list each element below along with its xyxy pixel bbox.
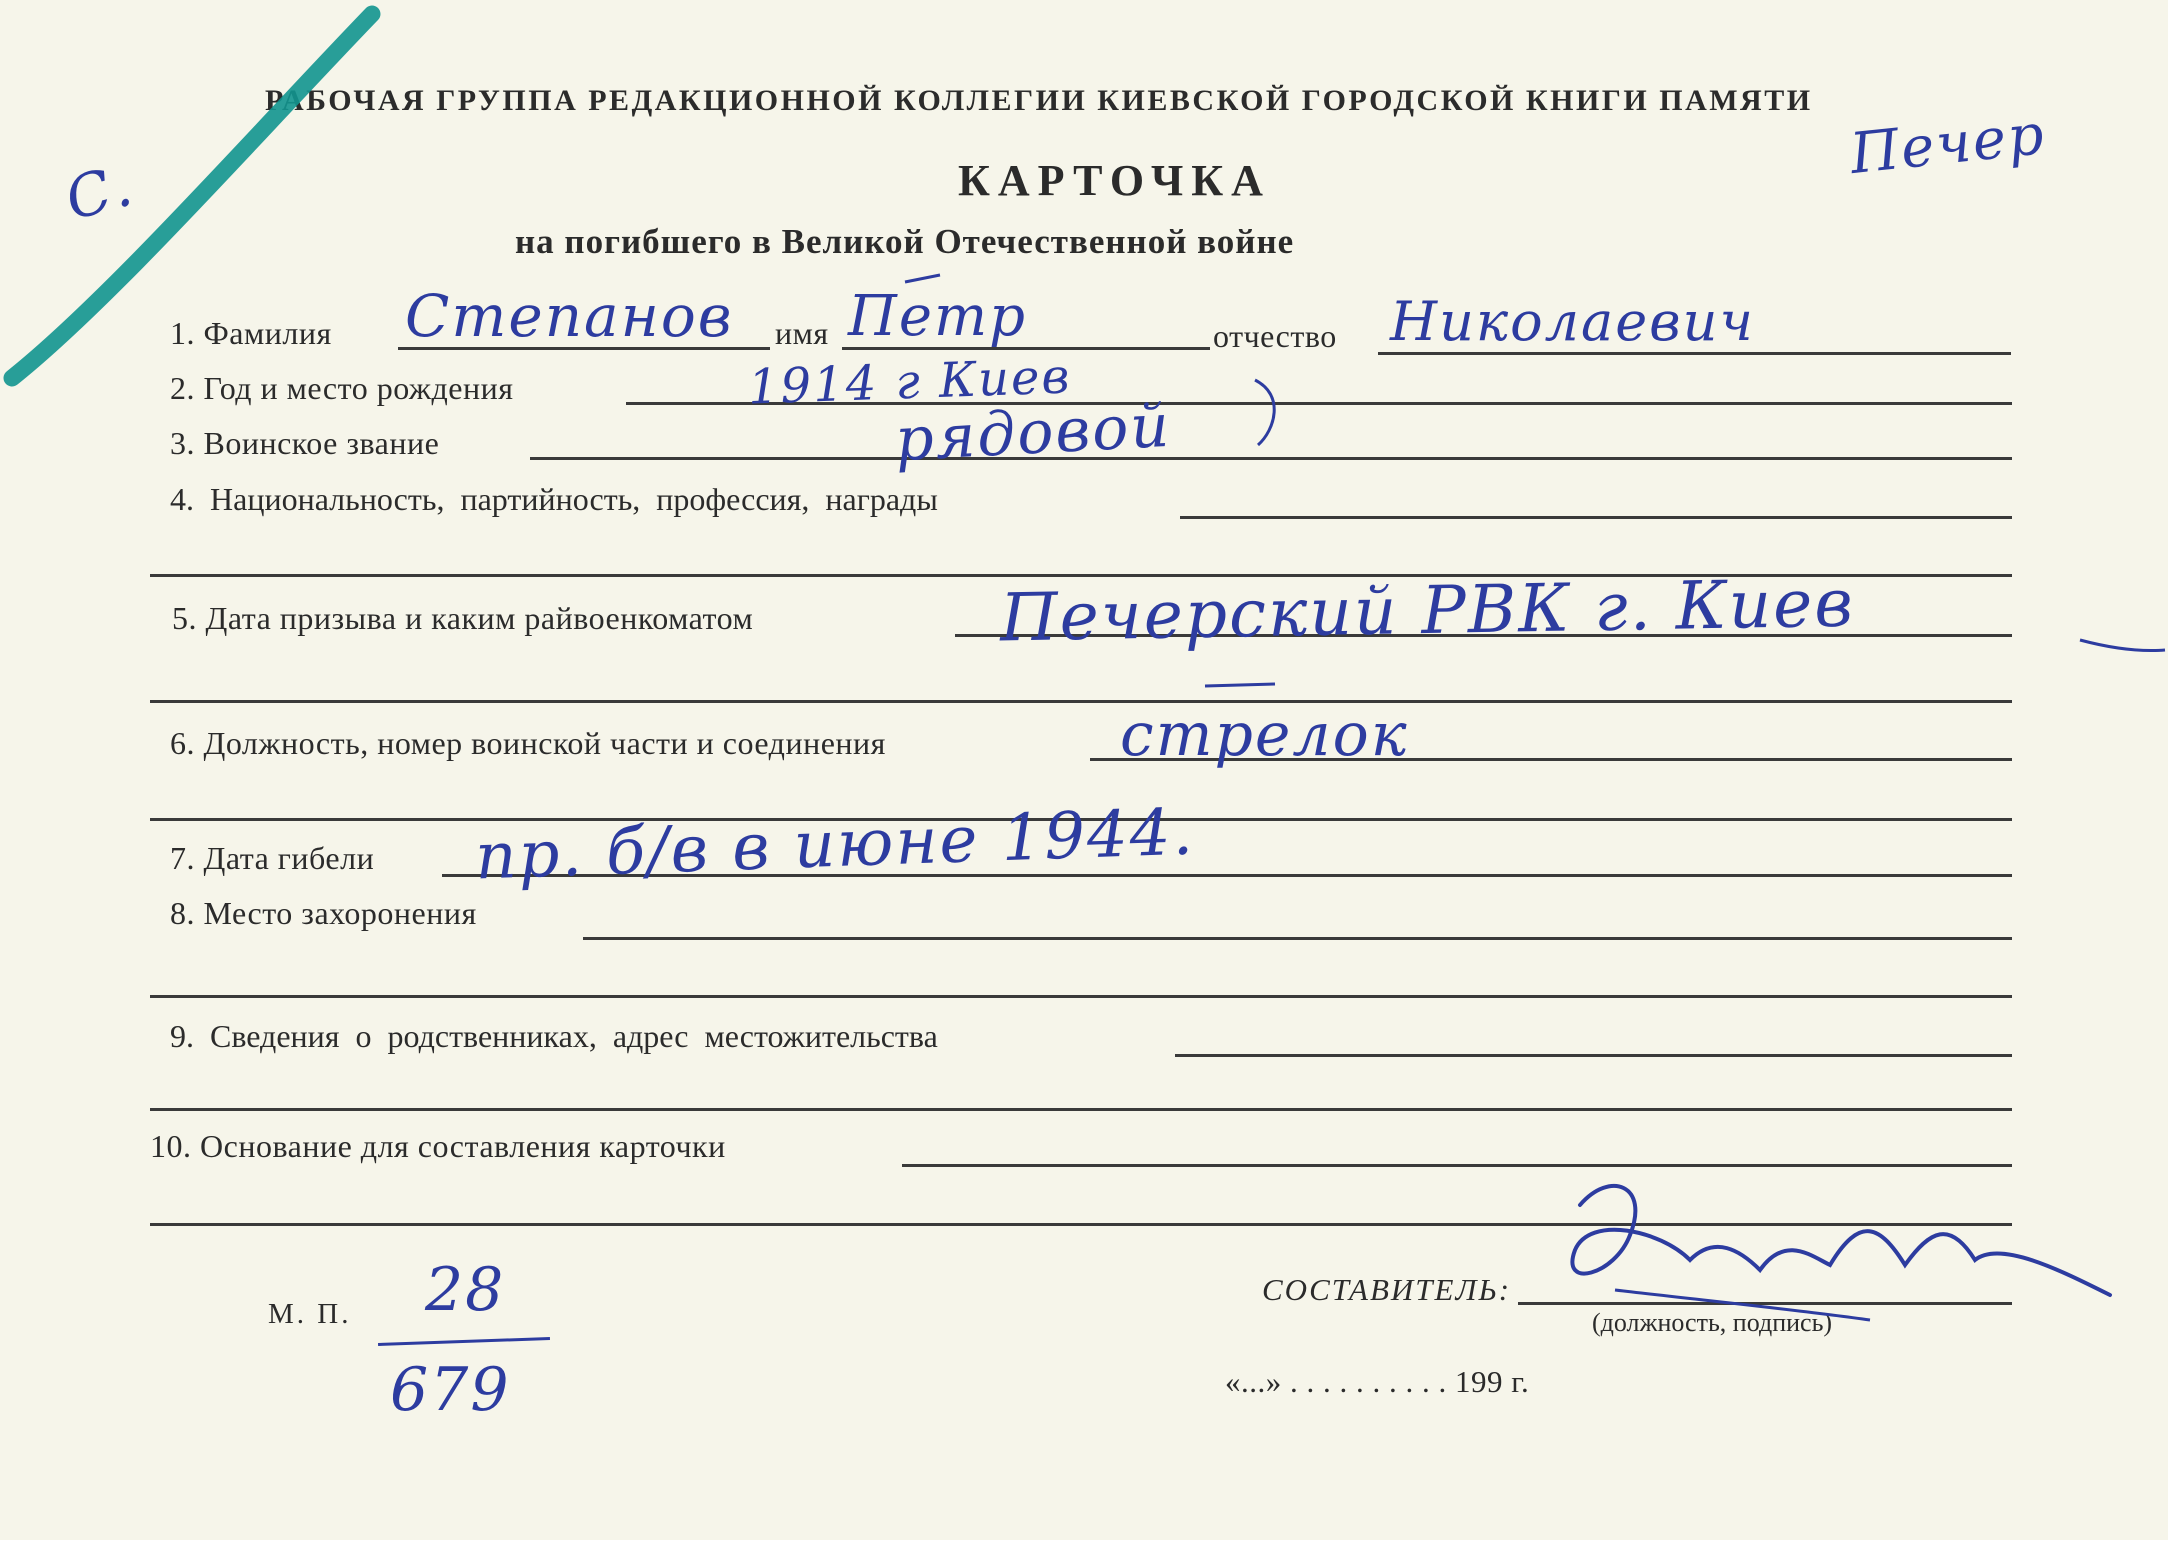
- draft-label: 5. Дата призыва и каким райвоенкоматом: [172, 600, 754, 636]
- draft-tail-mark: [2080, 640, 2165, 651]
- date-line: «...» . . . . . . . . . . 199 г.: [1225, 1364, 1530, 1399]
- stamp-place-label: М. П.: [268, 1298, 352, 1330]
- death-label: 7. Дата гибели: [170, 840, 375, 876]
- draft-overline-mark: [1205, 684, 1275, 686]
- relatives-label: 9. Сведения о родственниках, адрес местожительства: [170, 1018, 938, 1054]
- signature-underline: [1615, 1290, 1870, 1320]
- position-label: 6. Должность, номер воинской части и соединения: [170, 725, 886, 761]
- green-marker-slash: [12, 14, 372, 378]
- name-accent-mark: [905, 275, 940, 282]
- corner-mark-left: С.: [58, 150, 141, 234]
- surname-value: Степанов: [405, 282, 734, 350]
- nationality-label: 4. Национальность, партийность, профессия, награды: [170, 481, 938, 517]
- record-number-top: 28: [425, 1255, 506, 1325]
- compiler-note: (должность, подпись): [1592, 1308, 1833, 1337]
- record-number-bottom: 679: [390, 1355, 511, 1425]
- card-title: КАРТОЧКА: [958, 156, 1271, 205]
- rank-label: 3. Воинское звание: [170, 425, 440, 461]
- patronymic-value: Николаевич: [1390, 290, 1755, 353]
- basis-label: 10. Основание для составления карточки: [150, 1128, 726, 1164]
- rank-value: рядовой: [893, 390, 1173, 476]
- name-value: Петр: [848, 284, 1027, 349]
- draft-value: Печерский РВК г. Киев: [999, 564, 1856, 657]
- corner-mark-right: Печер: [1847, 101, 2049, 188]
- death-value: пр. б/в в июне 1944.: [473, 795, 1196, 895]
- position-value: стрелок: [1120, 700, 1409, 770]
- rank-bracket-mark: [1255, 380, 1274, 445]
- compiler-label: СОСТАВИТЕЛЬ:: [1262, 1272, 1512, 1307]
- birth-value: 1914 г Киев: [747, 348, 1073, 416]
- card-subtitle: на погибшего в Великой Отечественной войне: [515, 222, 1295, 261]
- name-label: имя: [775, 315, 829, 351]
- surname-label: 1. Фамилия: [170, 315, 332, 351]
- organization-header: РАБОЧАЯ ГРУППА РЕДАКЦИОННОЙ КОЛЛЕГИИ КИЕВСКОЙ ГОРОДСКОЙ КНИГИ ПАМЯТИ: [265, 84, 1813, 117]
- compiler-signature: [1572, 1186, 2110, 1295]
- burial-label: 8. Место захоронения: [170, 895, 477, 931]
- patronymic-label: отчество: [1213, 318, 1337, 354]
- birth-label: 2. Год и место рождения: [170, 370, 514, 406]
